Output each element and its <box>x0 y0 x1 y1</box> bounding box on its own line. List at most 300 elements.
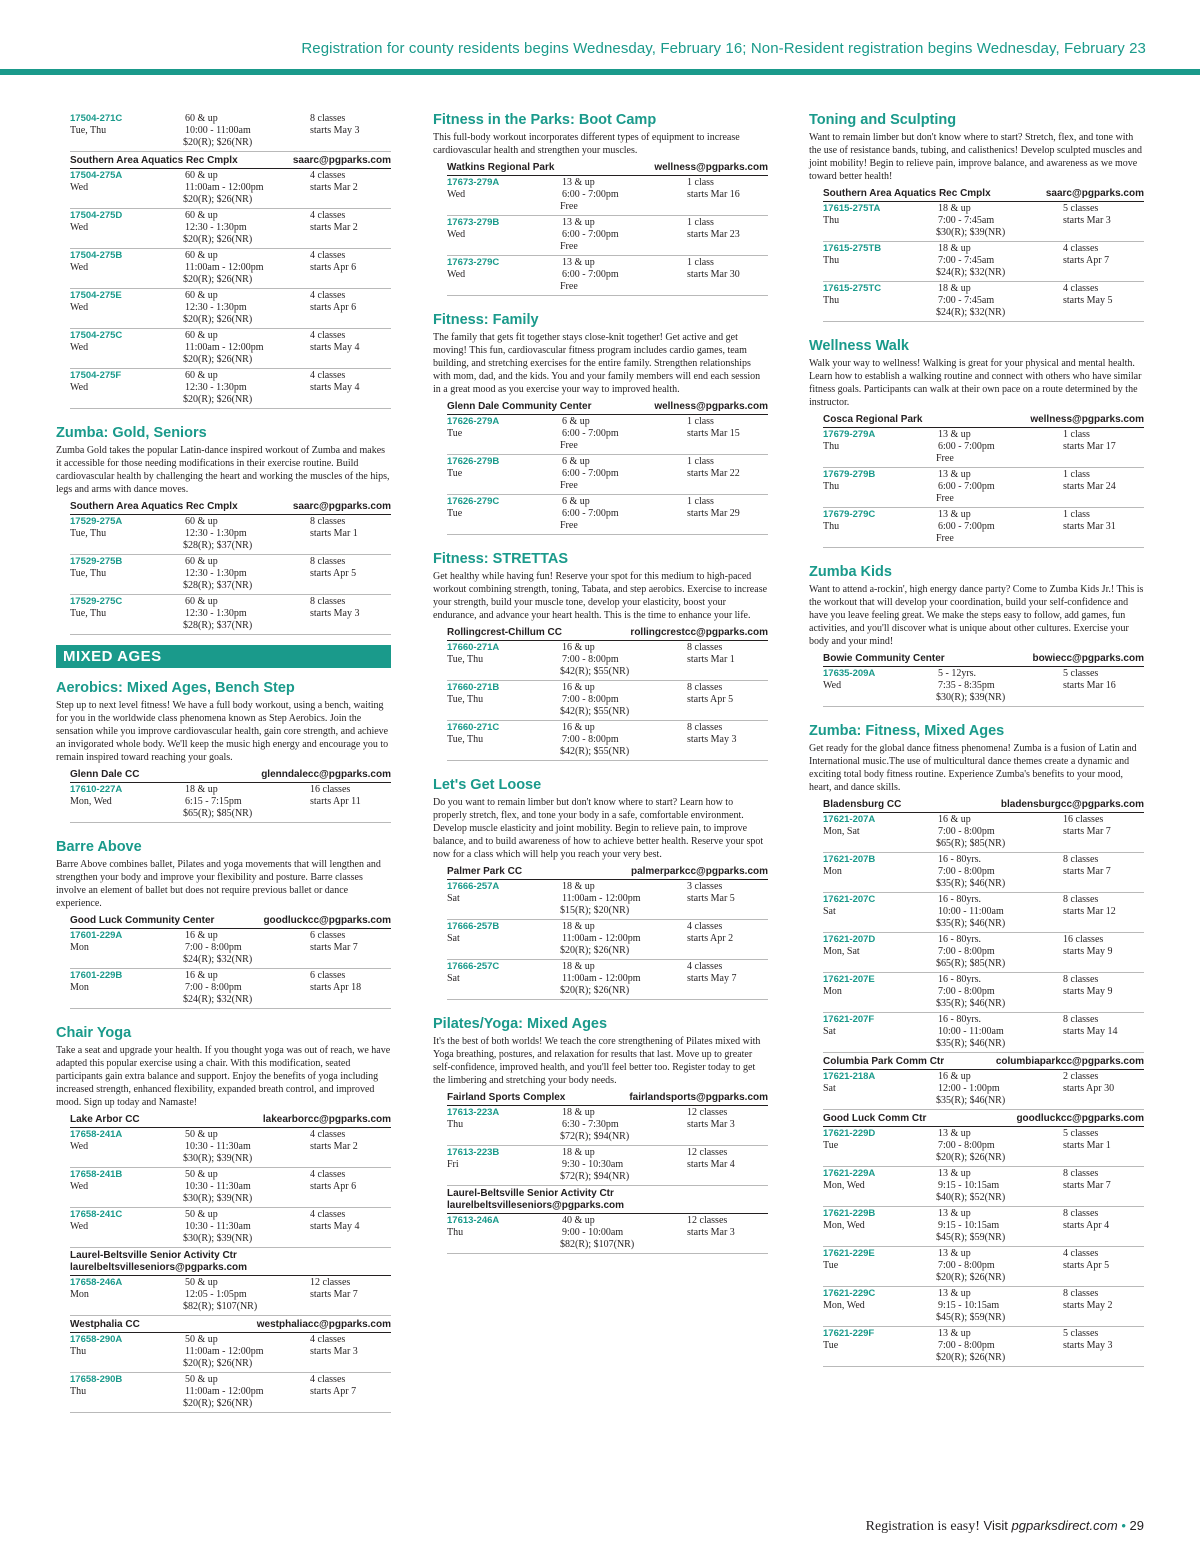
class-time: 9:00 - 10:00am <box>562 1227 624 1238</box>
class-code[interactable]: 17621-207E <box>823 974 875 985</box>
location-email[interactable]: wellness@pgparks.com <box>1030 414 1144 425</box>
class-days: Mon, Sat <box>823 826 860 837</box>
location-header <box>447 863 768 880</box>
class-count: 1 class <box>687 416 714 427</box>
location-email[interactable]: westphaliacc@pgparks.com <box>256 1319 391 1330</box>
class-fee: $20(R); $26(NR) <box>560 945 630 956</box>
class-count: 8 classes <box>1063 894 1099 905</box>
class-time: 12:30 - 1:30pm <box>185 608 247 619</box>
class-row <box>823 242 1144 282</box>
age-range: 18 & up <box>938 243 971 254</box>
class-fee: $35(R); $46(NR) <box>936 878 1006 889</box>
class-code[interactable]: 17504-275F <box>70 370 122 381</box>
class-fee: Free <box>560 281 578 292</box>
class-fee: $24(R); $32(NR) <box>936 267 1006 278</box>
spacer <box>447 945 562 957</box>
start-date: starts Mar 17 <box>1063 441 1116 452</box>
program-block <box>56 823 391 1009</box>
program-title: Zumba: Gold, Seniors <box>56 425 207 441</box>
class-row <box>70 783 391 823</box>
class-count: 4 classes <box>1063 283 1099 294</box>
class-count: 8 classes <box>687 682 723 693</box>
location-header <box>447 1186 768 1214</box>
section-gap <box>433 1000 768 1016</box>
class-code[interactable]: 17660-271B <box>447 682 500 693</box>
class-fee: $15(R); $20(NR) <box>560 905 630 916</box>
class-code[interactable]: 17601-229A <box>70 930 123 941</box>
class-row <box>70 1128 391 1168</box>
start-date: starts May 4 <box>310 382 360 393</box>
class-row <box>823 508 1144 548</box>
age-range: 16 - 80yrs. <box>938 974 982 985</box>
start-date: starts May 5 <box>1063 295 1113 306</box>
class-time: 6:00 - 7:00pm <box>562 229 619 240</box>
class-time: 7:00 - 8:00pm <box>938 1140 995 1151</box>
class-fee: $42(R); $55(NR) <box>560 706 630 717</box>
program-block <box>56 409 391 635</box>
location-email[interactable]: saarc@pgparks.com <box>292 155 391 166</box>
class-time: 7:00 - 8:00pm <box>938 946 995 957</box>
location-email[interactable]: goodluckcc@pgparks.com <box>263 915 391 926</box>
class-fee: $20(R); $26(NR) <box>183 137 253 148</box>
class-code[interactable]: 17621-207C <box>823 894 876 905</box>
class-code[interactable]: 17504-275A <box>70 170 123 181</box>
spacer <box>70 274 185 286</box>
age-range: 16 - 80yrs. <box>938 934 982 945</box>
program-block <box>809 548 1144 707</box>
spacer <box>447 905 562 917</box>
footer-tagline: Registration is easy! <box>865 1519 980 1534</box>
class-count: 1 class <box>1063 469 1090 480</box>
spacer <box>823 998 938 1010</box>
class-code[interactable]: 17658-241C <box>70 1209 123 1220</box>
spacer <box>70 1193 185 1205</box>
age-range: 60 & up <box>185 210 218 221</box>
class-time: 9:30 - 10:30am <box>562 1159 624 1170</box>
class-days: Tue, Thu <box>447 734 484 745</box>
class-row <box>447 256 768 296</box>
spacer <box>823 1038 938 1050</box>
location-email[interactable]: rollingcrestcc@pgparks.com <box>630 627 768 638</box>
class-count: 4 classes <box>310 1334 346 1345</box>
class-code[interactable]: 17621-229D <box>823 1128 876 1139</box>
class-code[interactable]: 17504-275C <box>70 330 123 341</box>
class-code[interactable]: 17626-279C <box>447 496 500 507</box>
class-time: 7:35 - 8:35pm <box>938 680 995 691</box>
class-fee: Free <box>560 241 578 252</box>
class-code[interactable]: 17673-279C <box>447 257 500 268</box>
start-date: starts Apr 6 <box>310 302 357 313</box>
spacer <box>447 520 562 532</box>
start-date: starts May 7 <box>687 973 737 984</box>
location-email[interactable]: laurelbeltsvilleseniors@pgparks.com <box>447 1200 625 1211</box>
spacer <box>70 620 185 632</box>
class-fee: $30(R); $39(NR) <box>183 1153 253 1164</box>
page-number: 29 <box>1129 1518 1144 1533</box>
program-description: The family that gets fit together stays close-knit together! Get active and get moving! This fun, cardiovascular fitness program includes cardio games, team building, and stretching exercises for the entire family. Strengthen relationships with mom, dad, and the kids. You and your family members will end each session in a great mood as you exercise your way to improved health. <box>433 332 761 395</box>
location-email[interactable]: palmerparkcc@pgparks.com <box>630 866 768 877</box>
class-time: 6:30 - 7:30pm <box>562 1119 619 1130</box>
program-description: It's the best of both worlds! We teach the core strengthening of Pilates mixed with Yoga breathing, postures, and relaxation for results that last. Move up to greater self-confidence, improved health, and you'll feel better too. Register today to get the limbering and stretching your body needs. <box>433 1036 761 1086</box>
class-count: 8 classes <box>1063 1014 1099 1025</box>
class-days: Thu <box>447 1227 464 1238</box>
class-code[interactable]: 17666-257C <box>447 961 500 972</box>
spacer <box>823 1272 938 1284</box>
location-header <box>447 159 768 176</box>
class-fee: $20(R); $26(NR) <box>183 1398 253 1409</box>
class-days: Wed <box>447 269 466 280</box>
spacer <box>823 1152 938 1164</box>
location-email[interactable]: wellness@pgparks.com <box>654 162 768 173</box>
age-range: 18 & up <box>562 921 595 932</box>
class-row <box>447 216 768 256</box>
class-code[interactable]: 17660-271A <box>447 642 500 653</box>
spacer <box>70 1233 185 1245</box>
class-days: Tue <box>823 1260 839 1271</box>
class-row <box>70 112 391 152</box>
class-count: 1 class <box>1063 509 1090 520</box>
class-code[interactable]: 17621-218A <box>823 1071 876 1082</box>
class-count: 16 classes <box>1063 814 1104 825</box>
spacer <box>823 493 938 505</box>
spacer <box>447 666 562 678</box>
class-count: 5 classes <box>1063 203 1099 214</box>
class-time: 12:00 - 1:00pm <box>938 1083 1000 1094</box>
spacer <box>447 201 562 213</box>
class-days: Sat <box>447 973 460 984</box>
class-fee: $20(R); $26(NR) <box>936 1272 1006 1283</box>
location-name: Bladensburg CC <box>823 799 902 810</box>
class-days: Sat <box>823 1026 836 1037</box>
class-row <box>447 415 768 455</box>
class-count: 8 classes <box>310 596 346 607</box>
program-title: Wellness Walk <box>809 338 909 354</box>
class-code[interactable]: 17621-207B <box>823 854 876 865</box>
class-code[interactable]: 17601-229B <box>70 970 123 981</box>
age-range: 60 & up <box>185 516 218 527</box>
class-code[interactable]: 17658-290A <box>70 1334 123 1345</box>
class-fee: $20(R); $26(NR) <box>183 394 253 405</box>
class-code[interactable]: 17621-229B <box>823 1208 876 1219</box>
program-description: Get healthy while having fun! Reserve your spot for this medium to high-paced workout combining strength, toning, Tabata, and step aerobics. Exercise to increase your strength, build your muscle tone, develop your elasticity, boost your endurance, and advance your heart health. This is the time to enhance your life. <box>433 571 768 621</box>
program-description: Zumba Gold takes the popular Latin-dance inspired workout of Zumba and makes it accessible for those needing modifications in their exercise routine. Build cardiovascular health by challenging the heart and working the muscles of the hips, legs and arms with dance moves. <box>56 445 390 495</box>
class-code[interactable]: 17613-223A <box>447 1107 500 1118</box>
class-code[interactable]: 17613-223B <box>447 1147 500 1158</box>
start-date: starts May 9 <box>1063 946 1113 957</box>
class-code[interactable]: 17504-275B <box>70 250 123 261</box>
program-title: Zumba: Fitness, Mixed Ages <box>809 723 1005 739</box>
location-header <box>70 1111 391 1128</box>
location-header <box>447 624 768 641</box>
program-title: Let's Get Loose <box>433 777 542 793</box>
class-code[interactable]: 17610-227A <box>70 784 123 795</box>
class-fee: $45(R); $59(NR) <box>936 1232 1006 1243</box>
location-name: Bowie Community Center <box>823 653 945 664</box>
class-fee: $30(R); $39(NR) <box>183 1233 253 1244</box>
class-fee: $24(R); $32(NR) <box>936 307 1006 318</box>
age-range: 50 & up <box>185 1169 218 1180</box>
footer-visit: Visit <box>983 1518 1008 1533</box>
class-fee: $20(R); $26(NR) <box>936 1352 1006 1363</box>
class-code[interactable]: 17504-271C <box>70 113 123 124</box>
class-code[interactable]: 17529-275A <box>70 516 123 527</box>
class-code[interactable]: 17504-275E <box>70 290 122 301</box>
class-row <box>447 721 768 761</box>
location-email[interactable]: lakearborcc@pgparks.com <box>262 1114 391 1125</box>
class-time: 11:00am - 12:00pm <box>562 933 641 944</box>
class-row <box>823 1207 1144 1247</box>
start-date: starts Apr 4 <box>1063 1220 1110 1231</box>
registration-banner: Registration for county residents begins Wednesday, February 16; Non-Resident registration begins Wednesday, February 23 <box>301 40 1146 57</box>
class-code[interactable]: 17615-275TC <box>823 283 882 294</box>
class-time: 6:15 - 7:15pm <box>185 796 242 807</box>
class-days: Sat <box>447 933 460 944</box>
class-count: 16 classes <box>310 784 351 795</box>
age-range: 6 & up <box>562 496 590 507</box>
start-date: starts Mar 2 <box>310 1141 358 1152</box>
start-date: starts Apr 7 <box>1063 255 1110 266</box>
spacer <box>447 985 562 997</box>
location-email[interactable]: bladensburgcc@pgparks.com <box>1000 799 1144 810</box>
class-count: 8 classes <box>1063 974 1099 985</box>
start-date: starts Mar 7 <box>310 942 358 953</box>
class-code[interactable]: 17621-229E <box>823 1248 875 1259</box>
class-count: 6 classes <box>310 930 346 941</box>
section-gap <box>56 409 391 425</box>
age-range: 18 & up <box>562 881 595 892</box>
class-code[interactable]: 17658-241B <box>70 1169 123 1180</box>
class-count: 2 classes <box>1063 1071 1099 1082</box>
start-date: starts Mar 7 <box>1063 866 1111 877</box>
class-code[interactable]: 17673-279A <box>447 177 500 188</box>
class-row <box>70 1333 391 1373</box>
class-fee: $28(R); $37(NR) <box>183 540 253 551</box>
class-fee: $20(R); $26(NR) <box>183 354 253 365</box>
class-time: 6:00 - 7:00pm <box>562 428 619 439</box>
class-code[interactable]: 17621-207F <box>823 1014 875 1025</box>
class-code[interactable]: 17666-257B <box>447 921 500 932</box>
start-date: starts Mar 3 <box>310 1346 358 1357</box>
age-range: 16 & up <box>185 970 218 981</box>
class-time: 7:00 - 8:00pm <box>938 1260 995 1271</box>
location-name: Palmer Park CC <box>447 866 523 877</box>
class-row <box>447 641 768 681</box>
class-count: 4 classes <box>310 290 346 301</box>
location-name: Good Luck Comm Ctr <box>823 1113 927 1124</box>
class-count: 4 classes <box>1063 243 1099 254</box>
spacer <box>70 234 185 246</box>
age-range: 18 & up <box>938 203 971 214</box>
class-code[interactable]: 17679-279C <box>823 509 876 520</box>
class-fee: $20(R); $26(NR) <box>183 194 253 205</box>
class-row <box>70 555 391 595</box>
program-title: Zumba Kids <box>809 564 892 580</box>
spacer <box>70 394 185 406</box>
spacer <box>447 281 562 293</box>
class-code[interactable]: 17658-290B <box>70 1374 123 1385</box>
age-range: 13 & up <box>562 217 595 228</box>
class-code[interactable]: 17504-275D <box>70 210 123 221</box>
program-block <box>433 761 768 1000</box>
age-range: 13 & up <box>938 1248 971 1259</box>
age-range: 18 & up <box>185 784 218 795</box>
class-time: 6:00 - 7:00pm <box>562 269 619 280</box>
class-row <box>823 1287 1144 1327</box>
spacer <box>447 746 562 758</box>
start-date: starts Mar 23 <box>687 229 740 240</box>
age-range: 13 & up <box>938 1328 971 1339</box>
start-date: starts Mar 1 <box>687 654 735 665</box>
location-email[interactable]: fairlandsports@pgparks.com <box>629 1092 768 1103</box>
class-code[interactable]: 17529-275C <box>70 596 123 607</box>
program-title: Toning and Sculpting <box>809 112 957 128</box>
location-header <box>823 796 1144 813</box>
start-date: starts Apr 2 <box>687 933 734 944</box>
class-row <box>447 681 768 721</box>
location-email[interactable]: columbiaparkcc@pgparks.com <box>995 1056 1144 1067</box>
age-range: 13 & up <box>938 1208 971 1219</box>
location-email[interactable]: saarc@pgparks.com <box>292 501 391 512</box>
spacer <box>823 453 938 465</box>
spacer <box>823 878 938 890</box>
program-description: Want to attend a-rockin', high energy dance party? Come to Zumba Kids Jr.! This is the workout that will develop your coordination, build your self-confidence and have you leave feeling great. We make the steps easy to follow, add games, fun activities, and you'll discover what is unique about other cultures. Exercise your body and your mind! <box>809 584 1144 647</box>
start-date: starts May 3 <box>310 608 360 619</box>
class-row <box>70 969 391 1009</box>
class-count: 4 classes <box>310 1209 346 1220</box>
class-fee: $72(R); $94(NR) <box>560 1131 630 1142</box>
class-time: 7:00 - 7:45am <box>938 295 995 306</box>
start-date: starts Mar 24 <box>1063 481 1116 492</box>
class-time: 11:00am - 12:00pm <box>562 973 641 984</box>
spacer <box>823 958 938 970</box>
class-fee: $20(R); $26(NR) <box>183 1358 253 1369</box>
start-date: starts Apr 6 <box>310 262 357 273</box>
class-code[interactable]: 17626-279A <box>447 416 500 427</box>
program-block <box>56 152 391 409</box>
class-fee: $24(R); $32(NR) <box>183 954 253 965</box>
spacer <box>823 1352 938 1364</box>
age-range: 60 & up <box>185 330 218 341</box>
class-row <box>823 813 1144 853</box>
location-email[interactable]: laurelbeltsvilleseniors@pgparks.com <box>70 1262 248 1273</box>
location-header <box>70 152 391 169</box>
class-time: 10:00 - 11:00am <box>185 125 251 136</box>
class-count: 5 classes <box>1063 668 1099 679</box>
class-count: 8 classes <box>310 516 346 527</box>
location-name: Glenn Dale Community Center <box>447 401 592 412</box>
class-code[interactable]: 17658-246A <box>70 1277 123 1288</box>
class-time: 6:00 - 7:00pm <box>562 189 619 200</box>
class-code[interactable]: 17658-241A <box>70 1129 123 1140</box>
location-email[interactable]: goodluckcc@pgparks.com <box>1016 1113 1144 1124</box>
class-code[interactable]: 17613-246A <box>447 1215 500 1226</box>
class-fee: $40(R); $52(NR) <box>936 1192 1006 1203</box>
class-code[interactable]: 17621-229F <box>823 1328 875 1339</box>
class-count: 1 class <box>687 177 714 188</box>
start-date: starts Mar 2 <box>310 182 358 193</box>
footer-url[interactable]: pgparksdirect.com <box>1011 1518 1118 1533</box>
class-fee: $35(R); $46(NR) <box>936 998 1006 1009</box>
class-code[interactable]: 17626-279B <box>447 456 500 467</box>
class-code[interactable]: 17621-207D <box>823 934 876 945</box>
location-name: Glenn Dale CC <box>70 769 140 780</box>
location-name: Fairland Sports Complex <box>447 1092 566 1103</box>
class-code[interactable]: 17679-279B <box>823 469 876 480</box>
start-date: starts May 3 <box>1063 1340 1113 1351</box>
class-code[interactable]: 17621-229A <box>823 1168 876 1179</box>
class-code[interactable]: 17621-229C <box>823 1288 876 1299</box>
class-row <box>823 893 1144 933</box>
class-days: Sat <box>823 1083 836 1094</box>
class-code[interactable]: 17529-275B <box>70 556 123 567</box>
class-days: Wed <box>70 182 89 193</box>
program-block <box>809 1053 1144 1110</box>
class-code[interactable]: 17666-257A <box>447 881 500 892</box>
class-code[interactable]: 17673-279B <box>447 217 500 228</box>
class-code[interactable]: 17635-209A <box>823 668 876 679</box>
class-time: 10:00 - 11:00am <box>938 906 1004 917</box>
location-email[interactable]: wellness@pgparks.com <box>654 401 768 412</box>
class-days: Thu <box>70 1346 87 1357</box>
class-fee: $65(R); $85(NR) <box>183 808 253 819</box>
section-gap <box>56 1009 391 1025</box>
class-days: Thu <box>447 1119 464 1130</box>
class-code[interactable]: 17621-207A <box>823 814 876 825</box>
class-time: 7:00 - 8:00pm <box>938 826 995 837</box>
age-range: 50 & up <box>185 1129 218 1140</box>
class-row <box>70 369 391 409</box>
age-range: 50 & up <box>185 1209 218 1220</box>
class-days: Mon, Wed <box>823 1180 865 1191</box>
class-fee: Free <box>936 453 954 464</box>
start-date: starts Mar 7 <box>310 1289 358 1300</box>
location-header <box>70 912 391 929</box>
class-row <box>70 249 391 289</box>
start-date: starts May 14 <box>1063 1026 1118 1037</box>
section-gap <box>809 322 1144 338</box>
start-date: starts Mar 31 <box>1063 521 1116 532</box>
class-time: 6:00 - 7:00pm <box>938 441 995 452</box>
age-range: 13 & up <box>938 1128 971 1139</box>
class-code[interactable]: 17615-275TA <box>823 203 881 214</box>
age-range: 13 & up <box>562 177 595 188</box>
age-range: 5 - 12yrs. <box>938 668 977 679</box>
spacer <box>447 480 562 492</box>
class-fee: $30(R); $39(NR) <box>936 227 1006 238</box>
class-time: 7:00 - 8:00pm <box>938 986 995 997</box>
class-row <box>823 1167 1144 1207</box>
class-fee: Free <box>936 533 954 544</box>
class-fee: $42(R); $55(NR) <box>560 666 630 677</box>
class-time: 9:15 - 10:15am <box>938 1300 1000 1311</box>
class-row <box>823 1247 1144 1287</box>
start-date: starts Mar 15 <box>687 428 740 439</box>
section-gap <box>433 761 768 777</box>
spacer <box>823 307 938 319</box>
class-row <box>70 595 391 635</box>
class-time: 7:00 - 7:45am <box>938 255 995 266</box>
class-code[interactable]: 17615-275TB <box>823 243 882 254</box>
location-email[interactable]: saarc@pgparks.com <box>1045 188 1144 199</box>
location-email[interactable]: glenndalecc@pgparks.com <box>261 769 391 780</box>
program-block <box>433 535 768 761</box>
program-block <box>809 707 1144 1053</box>
class-code[interactable]: 17679-279A <box>823 429 876 440</box>
spacer <box>823 692 938 704</box>
class-code[interactable]: 17660-271C <box>447 722 500 733</box>
location-email[interactable]: bowiecc@pgparks.com <box>1032 653 1144 664</box>
program-title: Barre Above <box>56 839 142 855</box>
